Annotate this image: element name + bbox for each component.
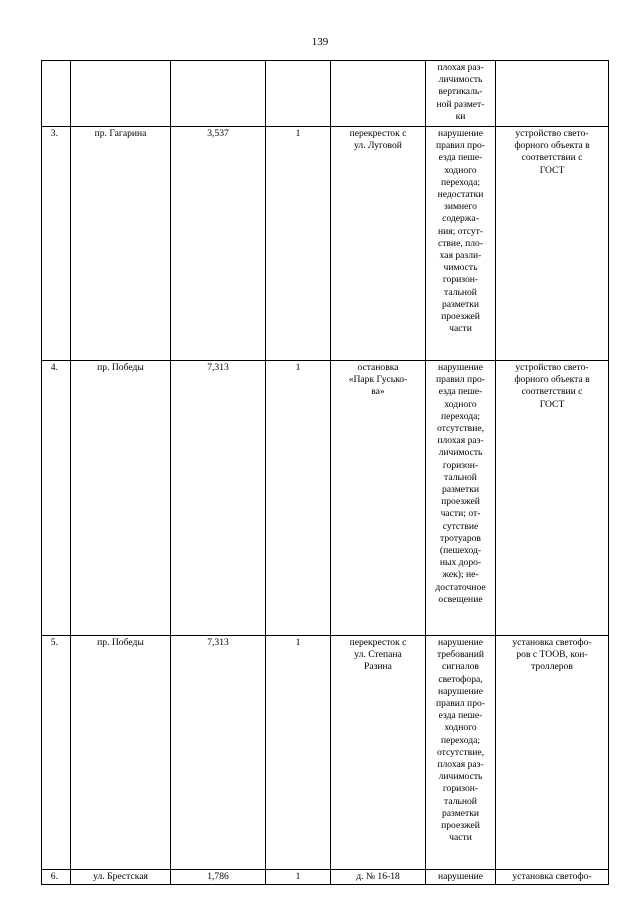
location-cell: д. № 16-18: [331, 870, 426, 885]
table-row: [42, 127, 609, 361]
reasons-cell: нарушение требований сигналов светофора, нарушение правил про- езда пеше- ходного перехода; отсутствие, плохая раз- личимость горизон- тальной разметки проезжей части: [426, 636, 496, 870]
street-cell: пр. Победы: [71, 636, 171, 870]
measures-cell: устройство свето- форного объекта в соответствии с ГОСТ: [496, 361, 609, 636]
length-cell: 1,786: [171, 870, 266, 885]
length-cell: 3,537: [171, 127, 266, 361]
count-cell: 1: [266, 870, 331, 885]
location-cell: остановка «Парк Гусько- ва»: [331, 361, 426, 636]
row-number: 4.: [42, 361, 71, 636]
count-cell: [266, 61, 331, 127]
measures-cell: устройство свето- форного объекта в соответствии с ГОСТ: [496, 127, 609, 361]
length-cell: [171, 61, 266, 127]
table-row: [42, 361, 609, 636]
location-cell: перекресток с ул. Луговой: [331, 127, 426, 361]
measures-cell: [496, 61, 609, 127]
street-cell: пр. Победы: [71, 361, 171, 636]
measures-cell: установка светофо- ров с ТООВ, кон- троллеров: [496, 636, 609, 870]
count-cell: 1: [266, 636, 331, 870]
reasons-cell: нарушение: [426, 870, 496, 885]
location-cell: [331, 61, 426, 127]
length-cell: 7,313: [171, 636, 266, 870]
table-body: [42, 61, 609, 885]
row-number: [42, 61, 71, 127]
street-cell: пр. Гагарина: [71, 127, 171, 361]
reasons-cell: нарушение правил про- езда пеше- ходного перехода; отсутствие, плохая раз- личимость горизон- тальной разметки проезжей части; от- сутствие тротуаров (пешеход- ных доро- жек); не- достаточное освещение: [426, 361, 496, 636]
table-row: [42, 636, 609, 870]
table-row: [42, 61, 609, 127]
table-row: [42, 870, 609, 885]
location-cell: перекресток с ул. Степана Разина: [331, 636, 426, 870]
accident-locations-table: [41, 60, 609, 885]
row-number: 3.: [42, 127, 71, 361]
row-number: 5.: [42, 636, 71, 870]
measures-cell: установка светофо-: [496, 870, 609, 885]
row-number: 6.: [42, 870, 71, 885]
length-cell: 7,313: [171, 361, 266, 636]
count-cell: 1: [266, 127, 331, 361]
street-cell: [71, 61, 171, 127]
reasons-cell: плохая раз- личимость вертикаль- ной размет- ки: [426, 61, 496, 127]
page-number: 139: [311, 36, 329, 48]
street-cell: ул. Брестская: [71, 870, 171, 885]
reasons-cell: нарушение правил про- езда пеше- ходного перехода; недостатки зимнего содержа- ния; отсут- ствие, пло- хая разли- чимость горизон- тальной разметки проезжей части: [426, 127, 496, 361]
count-cell: 1: [266, 361, 331, 636]
